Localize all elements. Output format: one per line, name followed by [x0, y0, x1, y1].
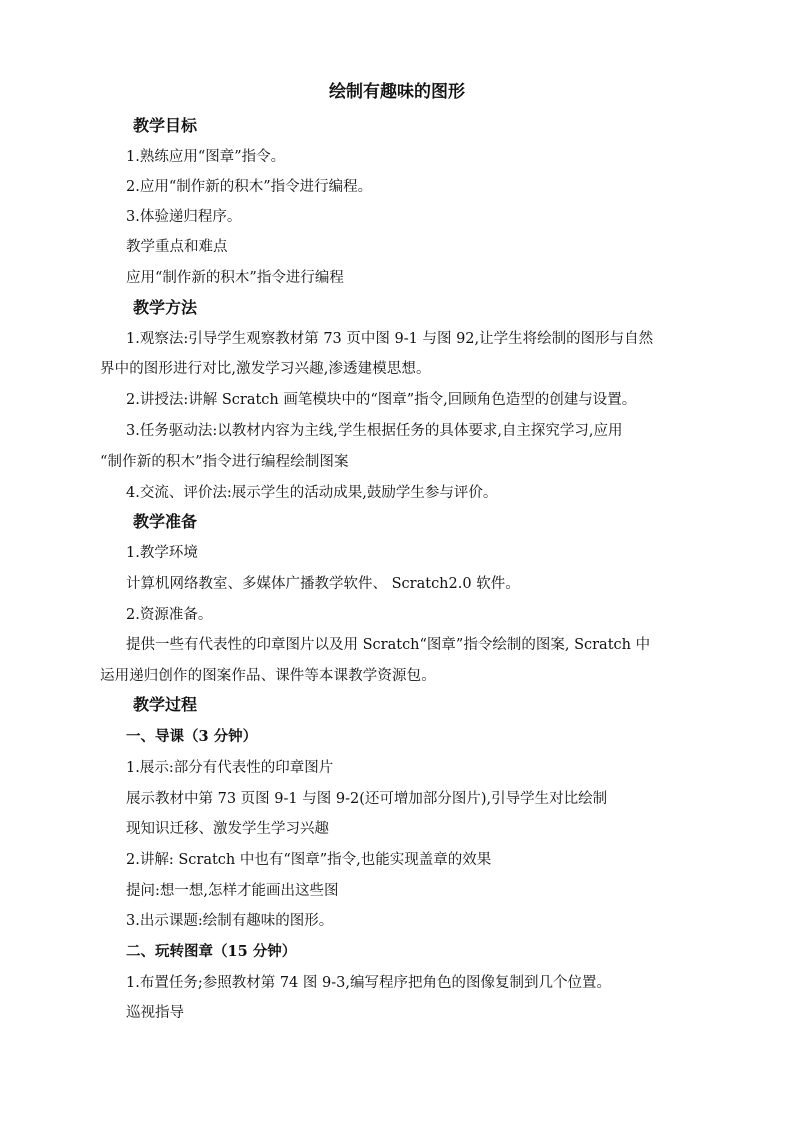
process-line: 3.出示课题:绘制有趣味的图形。: [126, 913, 334, 929]
method-item-continued: 界中的图形进行对比,激发学习兴趣,渗透建模思想。: [100, 361, 431, 377]
process-line: 1.展示:部分有代表性的印章图片: [126, 760, 334, 776]
process-line: 巡视指导: [126, 1005, 184, 1021]
method-item: 1.观察法:引导学生观察教材第 73 页中图 9-1 与图 92,让学生将绘制的图形与自然: [126, 331, 654, 347]
page-title: 绘制有趣味的图形: [329, 82, 465, 102]
process-heading: 教学过程: [133, 695, 198, 714]
method-item: 4.交流、评价法:展示学生的活动成果,鼓励学生参与评价。: [126, 485, 498, 501]
process-line: 1.布置任务;参照教材第 74 图 9-3,编写程序把角色的图像复制到几个位置。: [126, 975, 611, 991]
goals-heading: 教学目标: [133, 116, 198, 135]
section-heading: 二、玩转图章（15 分钟）: [126, 943, 297, 960]
focus-text: 应用“制作新的积木”指令进行编程: [126, 270, 344, 286]
prep-text: 提供一些有代表性的印章图片以及用 Scratch“图章”指令绘制的图案, Scratch 中: [126, 637, 651, 653]
goal-item: 2.应用“制作新的积木”指令进行编程。: [126, 179, 373, 195]
process-line: 2.讲解: Scratch 中也有“图章”指令,也能实现盖章的效果: [126, 852, 492, 868]
method-item: 2.讲授法:讲解 Scratch 画笔模块中的“图章”指令,回顾角色造型的创建与设置。: [126, 392, 637, 408]
prep-item: 2.资源准备。: [126, 607, 213, 623]
section-heading: 一、导课（3 分钟）: [126, 728, 258, 745]
focus-heading: 教学重点和难点: [126, 239, 228, 255]
prep-text-continued: 运用递归创作的图案作品、课件等本课教学资源包。: [100, 668, 436, 684]
goal-item: 3.体验递归程序。: [126, 209, 242, 225]
method-item: 3.任务驱动法:以教材内容为主线,学生根据任务的具体要求,自主探究学习,应用: [126, 423, 623, 439]
goal-item: 1.熟练应用“图章”指令。: [126, 149, 286, 165]
process-line: 现知识迁移、激发学生学习兴趣: [126, 821, 329, 837]
process-line: 展示教材中第 73 页图 9-1 与图 9-2(还可增加部分图片),引导学生对比绘制: [126, 791, 608, 807]
method-item-continued: “制作新的积木”指令进行编程绘制图案: [100, 454, 349, 470]
process-line: 提问:想一想,怎样才能画出这些图: [126, 883, 339, 899]
prep-heading: 教学准备: [133, 512, 198, 531]
prep-item: 1.教学环境: [126, 545, 198, 561]
methods-heading: 教学方法: [133, 298, 198, 317]
prep-text: 计算机网络教室、多媒体广播教学软件、 Scratch2.0 软件。: [126, 576, 520, 592]
